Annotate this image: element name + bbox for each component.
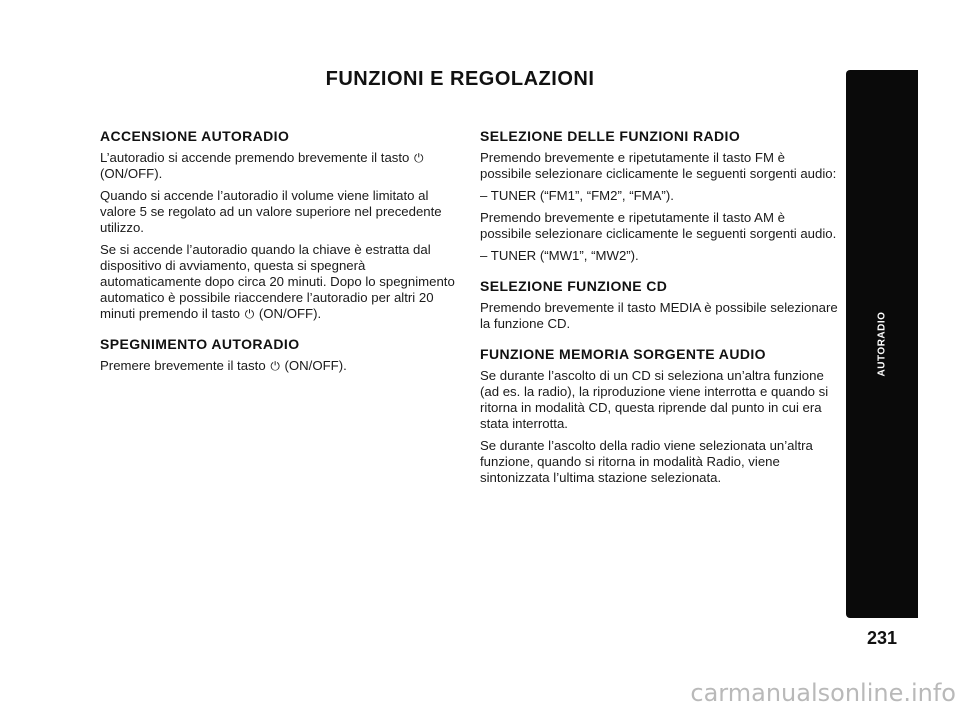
page-title: FUNZIONI E REGOLAZIONI [325, 68, 595, 90]
section-accensione [100, 128, 458, 322]
section-heading: SELEZIONE DELLE FUNZIONI RADIO [480, 128, 741, 144]
paragraph: Se durante l’ascolto della radio viene selezionata un’altra funzione, quando si ritorna in modalità Radio, viene sintonizzata l’ultima stazione selezionata. [480, 438, 813, 485]
section-heading: FUNZIONE MEMORIA SORGENTE AUDIO [480, 346, 766, 362]
paragraph: – TUNER (“MW1”, “MW2”). [480, 248, 639, 263]
text: Se si accende l’autoradio quando la chiave è estratta dal dispositivo di avviamento, questa si spegnerà automaticamente dopo circa 20 minuti. Dopo lo spegnimento automatico è possibile riaccendere l’autoradio per altri 20 minuti premendo il tasto [100, 242, 455, 321]
paragraph: Premendo brevemente il tasto MEDIA è possibile selezionare la funzione CD. [480, 300, 838, 331]
watermark: carmanualsonline.info [690, 679, 956, 707]
paragraph [100, 358, 458, 374]
section-heading: SPEGNIMENTO AUTORADIO [100, 336, 300, 352]
text: Premere brevemente il tasto [100, 358, 266, 373]
left-column [100, 128, 458, 388]
power-icon: ⏻ [270, 359, 280, 373]
section-funzioni-radio [480, 128, 838, 264]
text: (ON/OFF). [258, 306, 322, 321]
paragraph: Premendo brevemente e ripetutamente il tasto AM è possibile selezionare ciclicamente le seguenti sorgenti audio. [480, 210, 837, 241]
section-heading: SELEZIONE FUNZIONE CD [480, 278, 668, 294]
text: (ON/OFF). [100, 166, 163, 181]
paragraph [100, 150, 458, 182]
chapter-tab-label: AUTORADIO [876, 311, 888, 377]
paragraph: – TUNER (“FM1”, “FM2”, “FMA”). [480, 188, 674, 203]
paragraph: Premendo brevemente e ripetutamente il tasto FM è possibile selezionare ciclicamente le seguenti sorgenti audio: [480, 150, 837, 181]
chapter-tab [846, 70, 918, 618]
page-number: 231 [866, 628, 898, 648]
power-icon: ⏻ [414, 151, 424, 165]
right-column [480, 128, 838, 500]
paragraph: Se durante l’ascolto di un CD si seleziona un’altra funzione (ad es. la radio), la riproduzione viene interrotta e quando si ritorna in modalità CD, questa riprende dal punto in cui era stata interrotta. [480, 368, 829, 431]
section-memoria-sorgente [480, 346, 838, 486]
text: (ON/OFF). [284, 358, 347, 373]
section-spegnimento [100, 336, 458, 374]
section-heading: ACCENSIONE AUTORADIO [100, 128, 290, 144]
text: L’autoradio si accende premendo brevemente il tasto [100, 150, 410, 165]
power-icon: ⏻ [244, 307, 255, 321]
paragraph [100, 242, 458, 322]
paragraph: Quando si accende l’autoradio il volume viene limitato al valore 5 se regolato ad un valore superiore nel precedente utilizzo. [100, 188, 442, 235]
section-funzione-cd [480, 278, 838, 332]
